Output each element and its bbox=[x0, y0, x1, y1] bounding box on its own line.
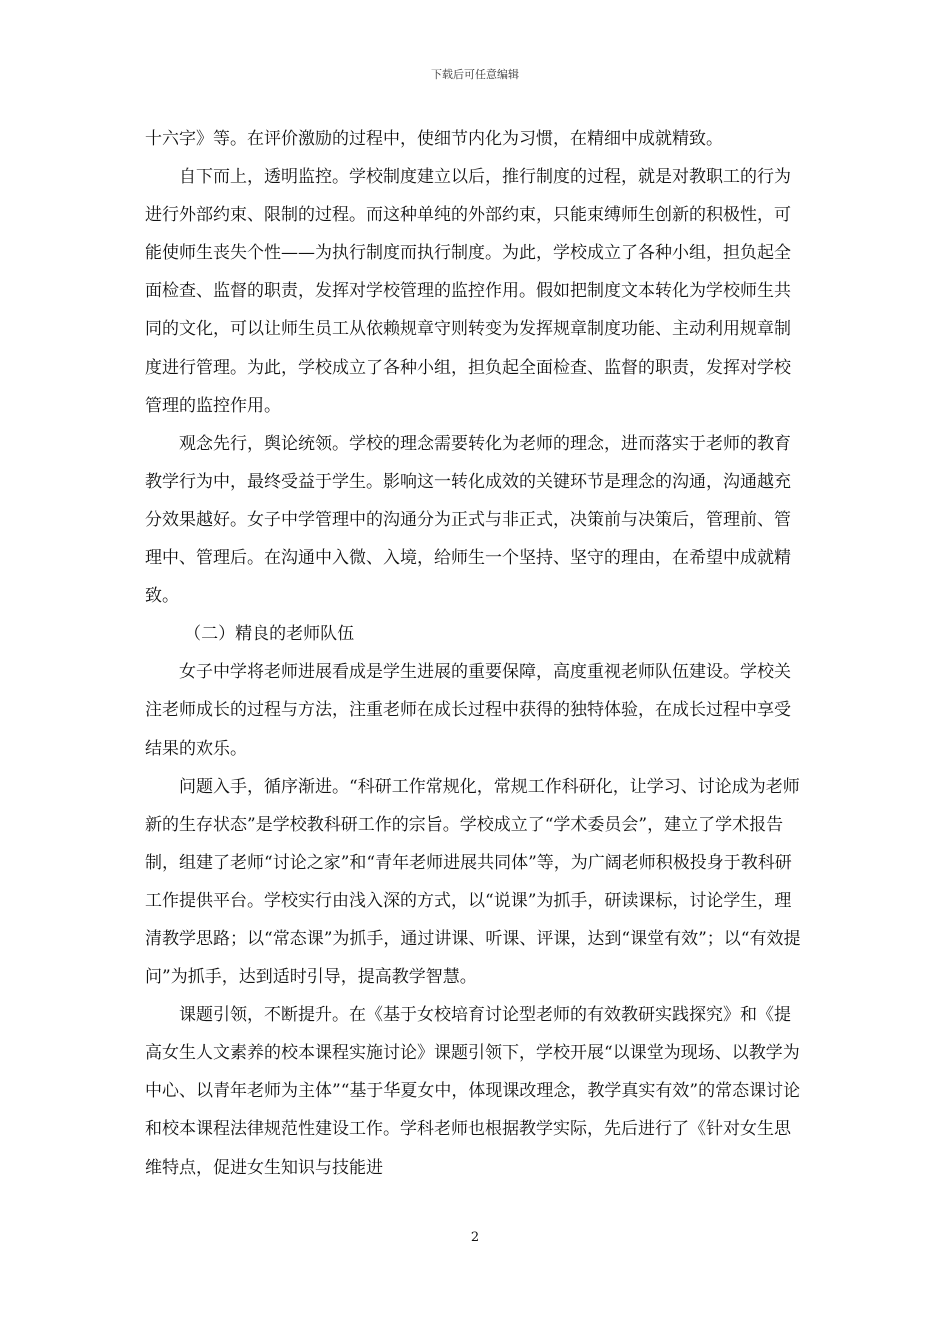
paragraph-concept-first: 观念先行，舆论统领。学校的理念需要转化为老师的理念，进而落实于老师的教育教学行为中，最终受益于学生。影响这一转化成效的关键环节是理念的沟通，沟通越充分效果越好。女子中学管理中的沟通分为正式与非正式，决策前与决策后，管理前、管理中、管理后。在沟通中入微、入境，给师生一个坚持、坚守的理由，在希望中成就精致。 bbox=[145, 433, 791, 607]
paragraph-project-guidance: 课题引领，不断提升。在《基于女校培育讨论型老师的有效教研实践探究》和《提高女生人文素养的校本课程实施讨论》课题引领下，学校开展“以课堂为现场、以教学为中心、以青年老师为主体”“基于华夏女中，体现课改理念，教学真实有效”的常态课讨论和校本课程法律规范性建设工作。学科老师也根据教学实际，先后进行了《针对女生思维特点，促进女生知识与技能进 bbox=[145, 1005, 801, 1178]
page-header: 下载后可任意编辑 bbox=[431, 68, 519, 81]
paragraph-teacher-team: 女子中学将老师进展看成是学生进展的重要保障，高度重视老师队伍建设。学校关注老师成长的过程与方法，注重老师在成长过程中获得的独特体验，在成长过程中享受结果的欢乐。 bbox=[145, 662, 791, 759]
paragraph-research: 问题入手，循序渐进。“科研工作常规化，常规工作科研化，让学习、讨论成为老师新的生存状态”是学校教科研工作的宗旨。学校成立了“学术委员会”，建立了学术报告制，组建了老师“讨论之家”和“青年老师进展共同体”等，为广阔老师积极投身于教科研工作提供平台。学校实行由浅入深的方式，以“说课”为抓手，研读课标，讨论学生，理清教学思路；以“常态课”为抓手，通过讲课、听课、评课，达到“课堂有效”；以“有效提问”为抓手，达到适时引导，提高教学智慧。 bbox=[145, 776, 801, 988]
section-heading: （二）精良的老师队伍 bbox=[184, 624, 355, 645]
document-body bbox=[145, 120, 805, 1187]
page-number: 2 bbox=[470, 1230, 480, 1245]
paragraph-transparent-monitoring: 自下而上，透明监控。学校制度建立以后，推行制度的过程，就是对教职工的行为进行外部约束、限制的过程。而这种单纯的外部约束，只能束缚师生创新的积极性，可能使师生丧失个性——为执行制度而执行制度。为此，学校成立了各种小组，担负起全面检查、监督的职责，发挥对学校管理的监控作用。假如把制度文本转化为学校师生共同的文化，可以让师生员工从依赖规章守则转变为发挥规章制度功能、主动利用规章制度进行管理。为此，学校成立了各种小组，担负起全面检查、监督的职责，发挥对学校管理的监控作用。 bbox=[145, 167, 791, 416]
paragraph-continuation: 十六字》等。在评价激励的过程中，使细节内化为习惯，在精细中成就精致。 bbox=[145, 129, 723, 149]
